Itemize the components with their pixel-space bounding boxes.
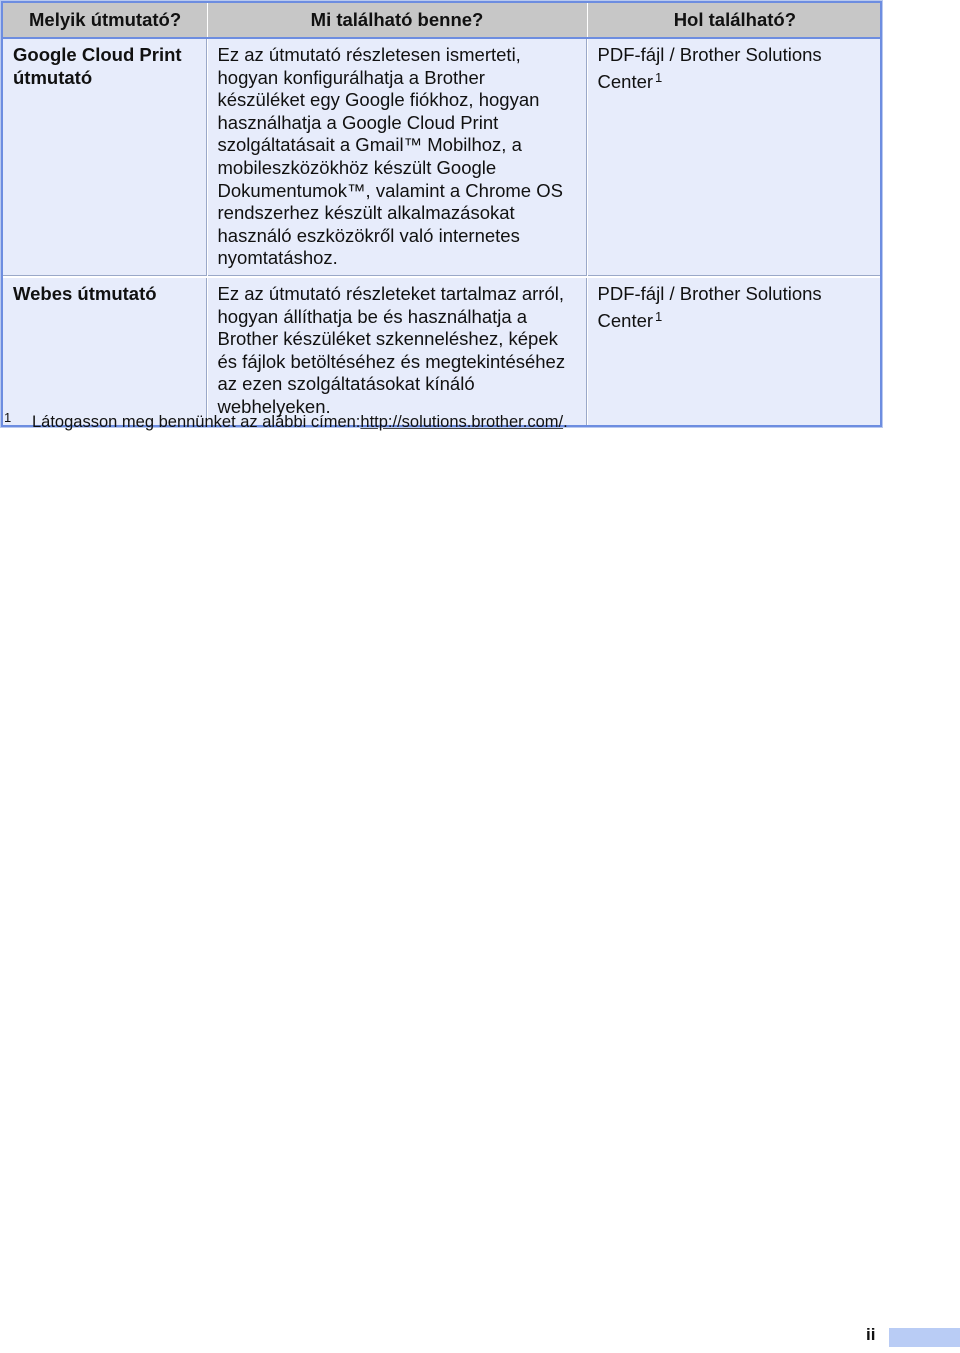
guide-location — [587, 277, 880, 425]
footnote-number: 1 — [4, 410, 12, 425]
guide-location — [587, 38, 880, 277]
footnote-text: Látogasson meg bennünket az alábbi címen: — [32, 413, 361, 431]
footnote-link[interactable]: http://solutions.brother.com/ — [360, 413, 564, 431]
page-tab-marker — [889, 1328, 960, 1347]
guide-table-container — [1, 1, 882, 427]
guide-description: Ez az útmutató részleteket tartalmaz arról, hogyan állíthatja be és használhatja a Brother készüléket szkenneléshez, képek és fájlok betöltéséhez és megtekintéséhez az ezen szolgáltatásokat kínáló webhelyeken. — [207, 277, 587, 425]
guide-name: Webes útmutató — [3, 277, 207, 425]
guide-location-text: PDF-fájl / Brother Solutions Center — [597, 44, 822, 92]
page-number: ii — [866, 1325, 876, 1344]
footnote-text-line — [32, 412, 568, 432]
guide-table — [3, 3, 880, 425]
footnote-ref: 1 — [655, 308, 663, 324]
guide-location-text: PDF-fájl / Brother Solutions Center — [597, 282, 822, 331]
header-what-inside: Mi található benne? — [207, 3, 587, 38]
footnote-ref: 1 — [655, 69, 663, 85]
guide-description: Ez az útmutató részletesen ismerteti, hogyan konfigurálhatja a Brother készüléket egy Google fiókhoz, hogyan használhatja a Google Cloud Print szolgáltatásait a Gmail™ Mobilhoz, a mobileszközökhöz készült Google Dokumentumok™, valamint a Chrome OS rendszerhez készült alkalmazásokat használó eszközökről való internetes nyomtatáshoz. — [207, 38, 587, 277]
footnote-suffix: . — [563, 413, 568, 431]
table-row — [3, 277, 880, 425]
header-where-found: Hol található? — [587, 3, 880, 38]
guide-name: Google Cloud Print útmutató — [3, 38, 207, 277]
header-which-guide: Melyik útmutató? — [3, 3, 207, 38]
table-row — [3, 38, 880, 277]
table-header-row — [3, 3, 880, 38]
